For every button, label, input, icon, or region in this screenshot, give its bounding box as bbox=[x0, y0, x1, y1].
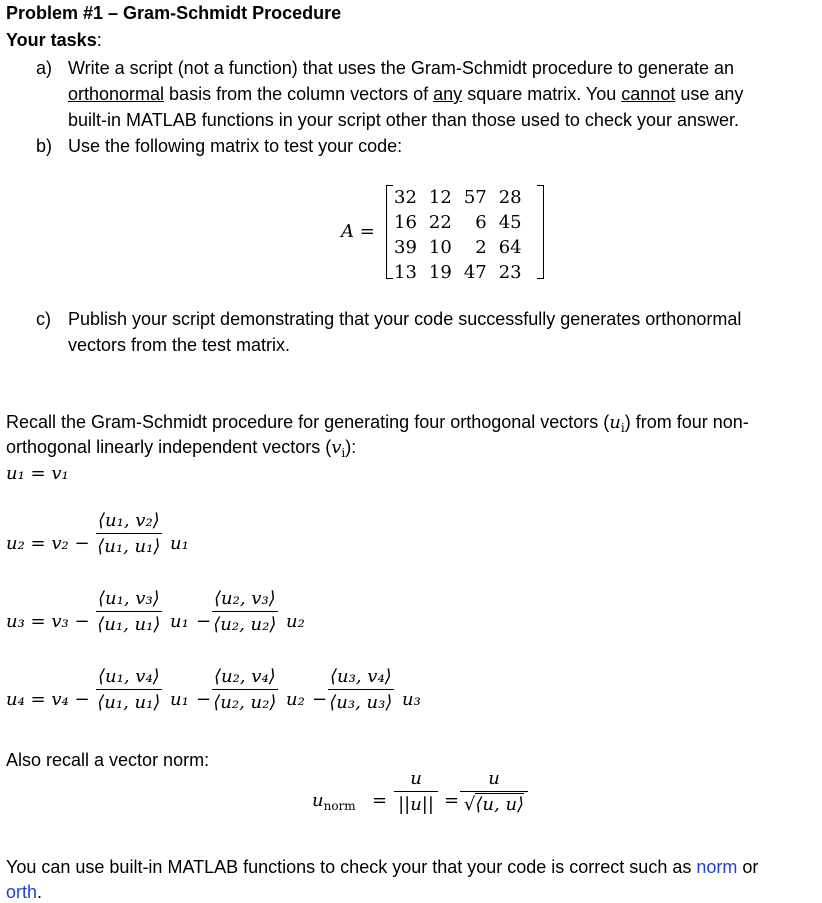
eq-u3-lhs: u₃ = v₃ − bbox=[6, 611, 90, 632]
task-a-line2: orthonormal basis from the column vectors of any square matrix. You cannot use any bbox=[68, 84, 744, 104]
sqrt-icon: √ bbox=[463, 794, 476, 815]
eq-u2-term: u₁ bbox=[170, 533, 189, 554]
matrix-table bbox=[388, 185, 528, 285]
matrix-cell: 12 bbox=[428, 187, 452, 208]
matrix-cell: 57 bbox=[463, 187, 487, 208]
eq-u3-frac2: $\frac{\text{⟨u₂, v₃⟩}}{\text{⟨u₂, u₂⟩}}$ bbox=[213, 588, 277, 635]
eq-u4-frac2: $\frac{\text{⟨u₂, v₄⟩}}{\text{⟨u₂, u₂⟩}}$ bbox=[213, 666, 277, 713]
norm-sqrt-denominator: √⟨u, u⟩ bbox=[460, 791, 528, 815]
matrix-cell: 47 bbox=[463, 262, 487, 283]
eq-u2-frac: $\frac{\text{⟨u₁, v₂⟩}}{\text{⟨u₁, u₁⟩}}$ bbox=[97, 510, 161, 557]
eq-u1: u₁ = v₁ bbox=[6, 463, 69, 484]
norm-eq1: = bbox=[372, 790, 388, 811]
eq-u4-term2: u₂ bbox=[286, 689, 305, 710]
matrix-cell: 10 bbox=[428, 237, 452, 258]
matrix-cell: 22 bbox=[428, 212, 452, 233]
matrix-cell: 64 bbox=[498, 237, 522, 258]
matrix-cell: 13 bbox=[394, 262, 417, 283]
eq-u3-term2: u₂ bbox=[286, 611, 305, 632]
recall-line1: Recall the Gram-Schmidt procedure for generating four orthogonal vectors $(u_i)$ from four non- bbox=[6, 412, 749, 435]
task-b-label: b) bbox=[36, 136, 53, 156]
norm-eq2: = bbox=[444, 790, 460, 811]
task-a-line1: Write a script (not a function) that uses the Gram-Schmidt procedure to generate an bbox=[68, 58, 734, 78]
norm-frac2: $\frac{u}{√⟨u, u⟩}$ bbox=[460, 768, 528, 815]
eq-u3-frac1: $\frac{\text{⟨u₁, v₃⟩}}{\text{⟨u₁, u₁⟩}}$ bbox=[97, 588, 161, 635]
footer-line1: You can use built-in MATLAB functions to check your that your code is correct such as norm or bbox=[6, 857, 759, 877]
tasks-heading: Your tasks: bbox=[6, 30, 102, 50]
eq-u4-minus1: − bbox=[196, 689, 212, 710]
eq-u4-frac3: $\frac{\text{⟨u₃, v₄⟩}}{\text{⟨u₃, u₃⟩}}$ bbox=[329, 666, 393, 713]
eq-u2-lhs: u₂ = v₂ − bbox=[6, 533, 90, 554]
matrix-row bbox=[388, 210, 528, 235]
recall-line2: orthogonal linearly independent vectors $(v_i)$: bbox=[6, 437, 357, 460]
eq-u3-term1: u₁ bbox=[170, 611, 189, 632]
eq-u4-term3: u₃ bbox=[402, 689, 421, 710]
matrix-cell: 28 bbox=[498, 187, 522, 208]
matrix-row bbox=[388, 235, 528, 260]
orth-link[interactable]: orth bbox=[6, 882, 38, 902]
matrix-cell: 39 bbox=[394, 237, 417, 258]
matrix-cell: 23 bbox=[498, 262, 522, 283]
eq-u4-frac1: $\frac{\text{⟨u₁, v₄⟩}}{\text{⟨u₁, u₁⟩}}$ bbox=[97, 666, 161, 713]
matrix-cell: 19 bbox=[428, 262, 452, 283]
matrix-right-bracket bbox=[537, 185, 544, 279]
task-c-line1: Publish your script demonstrating that your code successfully generates orthonormal bbox=[68, 309, 742, 329]
task-c-label: c) bbox=[36, 309, 51, 329]
matrix-cell: 32 bbox=[394, 187, 417, 208]
task-a-label: a) bbox=[36, 58, 53, 78]
eq-u4-lhs: u₄ = v₄ − bbox=[6, 689, 90, 710]
norm-lhs: $u_{norm}$ bbox=[312, 790, 356, 813]
eq-u3-minus: − bbox=[196, 611, 212, 632]
matrix-name: A = bbox=[341, 221, 375, 242]
task-c-line2: vectors from the test matrix. bbox=[68, 335, 291, 355]
matrix-row bbox=[388, 185, 528, 210]
matrix-cell: 16 bbox=[394, 212, 417, 233]
norm-label: Also recall a vector norm: bbox=[6, 750, 210, 770]
matrix-cell: 2 bbox=[475, 237, 487, 258]
problem-title: Problem #1 – Gram-Schmidt Procedure bbox=[6, 3, 342, 23]
matrix-cell: 6 bbox=[475, 212, 487, 233]
norm-frac1: $\frac{u}{||u||}$ bbox=[394, 768, 438, 815]
task-a-line3: built-in MATLAB functions in your script other than those used to check your answer. bbox=[68, 110, 740, 130]
footer-line2: orth. bbox=[6, 882, 43, 902]
eq-u4-term1: u₁ bbox=[170, 689, 189, 710]
matrix-row bbox=[388, 260, 528, 285]
eq-u4-minus2: − bbox=[312, 689, 328, 710]
task-b-text: Use the following matrix to test your code: bbox=[68, 136, 403, 156]
matrix-cell: 45 bbox=[498, 212, 522, 233]
norm-link[interactable]: norm bbox=[696, 857, 738, 877]
